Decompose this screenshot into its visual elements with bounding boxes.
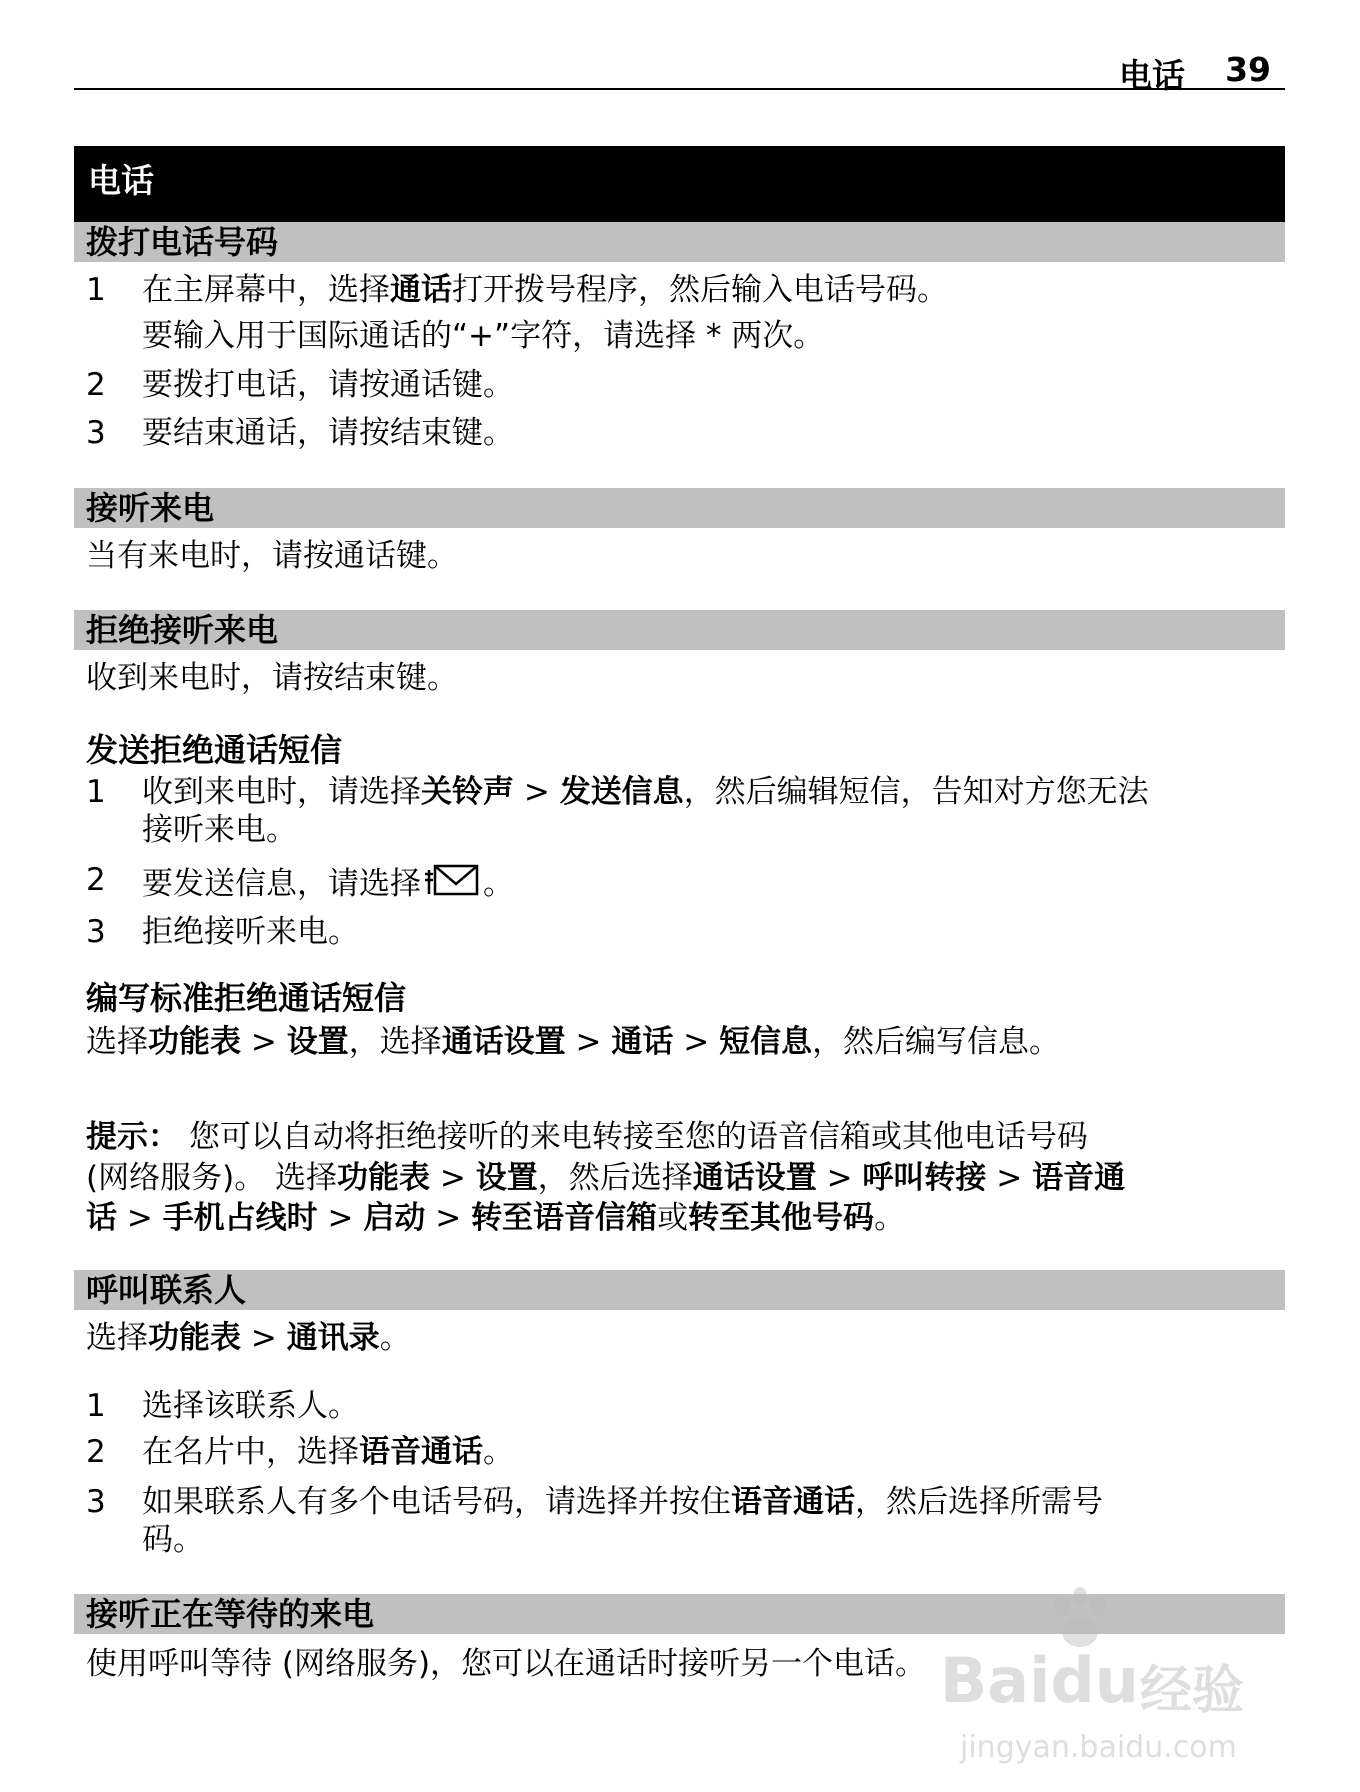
watermark-cn: 经验 (1140, 1661, 1245, 1721)
step-number: 3 (86, 914, 106, 950)
step-number: 2 (86, 862, 106, 898)
step-text: 收到来电时，请选择关铃声 > 发送信息，然后编辑短信，告知对方您无法 (142, 774, 1149, 810)
ui-term: 发送信息 (559, 774, 684, 810)
section-title: 接听正在等待的来电 (86, 1595, 375, 1633)
section-heading-call-contact (74, 1270, 1285, 1310)
watermark-brand: Baidu (940, 1644, 1139, 1717)
step-number: 3 (86, 415, 106, 451)
running-header-title: 电话 (1119, 56, 1185, 95)
section-heading-answer (74, 488, 1285, 528)
step-text: 码。 (142, 1522, 204, 1558)
paragraph: 使用呼叫等待 (网络服务)，您可以在通话时接听另一个电话。 (86, 1646, 927, 1682)
step-text: 在主屏幕中，选择通话打开拨号程序，然后输入电话号码。 (142, 272, 948, 308)
step-text: 要结束通话，请按结束键。 (142, 415, 514, 451)
section-title: 拨打电话号码 (86, 223, 279, 261)
subsection-title: 发送拒绝通话短信 (86, 731, 343, 769)
step-text: 拒绝接听来电。 (142, 914, 359, 950)
step-number: 3 (86, 1484, 106, 1520)
paragraph: 选择功能表 > 设置，选择通话设置 > 通话 > 短信息，然后编写信息。 (86, 1024, 1061, 1060)
subsection-title: 编写标准拒绝通话短信 (86, 979, 407, 1017)
step-text: 要拨打电话，请按通话键。 (142, 367, 514, 403)
paragraph: 收到来电时，请按结束键。 (86, 660, 458, 696)
paragraph: 选择功能表 > 通讯录。 (86, 1320, 411, 1356)
paragraph: 当有来电时，请按通话键。 (86, 538, 458, 574)
section-title: 拒绝接听来电 (86, 611, 279, 649)
step-text: 在名片中，选择语音通话。 (142, 1434, 514, 1470)
envelope-icon (423, 860, 481, 910)
tip-label: 提示： (86, 1119, 179, 1155)
watermark-url: jingyan.baidu.com (960, 1730, 1237, 1765)
tip-paragraph: 话 > 手机占线时 > 启动 > 转至语音信箱或转至其他号码。 (86, 1200, 906, 1236)
chapter-title-bar (74, 146, 1285, 222)
step-text: 接听来电。 (142, 812, 297, 848)
tip-paragraph: 提示： 您可以自动将拒绝接听的来电转接至您的语音信箱或其他电话号码 (86, 1119, 1088, 1155)
baidu-watermark (940, 1580, 1270, 1770)
section-heading-reject (74, 610, 1285, 650)
step-number: 1 (86, 1388, 106, 1424)
step-number: 2 (86, 1434, 106, 1470)
step-text: 要发送信息，请选择 。 (142, 860, 514, 910)
step-number: 1 (86, 272, 106, 308)
step-text: 如果联系人有多个电话号码，请选择并按住语音通话，然后选择所需号 (142, 1484, 1103, 1520)
section-title: 接听来电 (86, 489, 215, 527)
ui-term: 通话 (390, 272, 452, 308)
tip-paragraph: (网络服务)。 选择功能表 > 设置，然后选择通话设置 > 呼叫转接 > 语音通 (86, 1160, 1126, 1196)
running-header (74, 44, 1285, 95)
chapter-title: 电话 (88, 161, 154, 200)
page-number: 39 (1225, 50, 1271, 89)
section-title: 呼叫联系人 (86, 1271, 247, 1309)
step-number: 1 (86, 774, 106, 810)
step-text: 选择该联系人。 (142, 1388, 359, 1424)
step-text: 要输入用于国际通话的“+”字符，请选择 * 两次。 (142, 318, 825, 354)
ui-term: 关铃声 (421, 774, 514, 810)
section-heading-dial (74, 222, 1285, 262)
step-number: 2 (86, 367, 106, 403)
